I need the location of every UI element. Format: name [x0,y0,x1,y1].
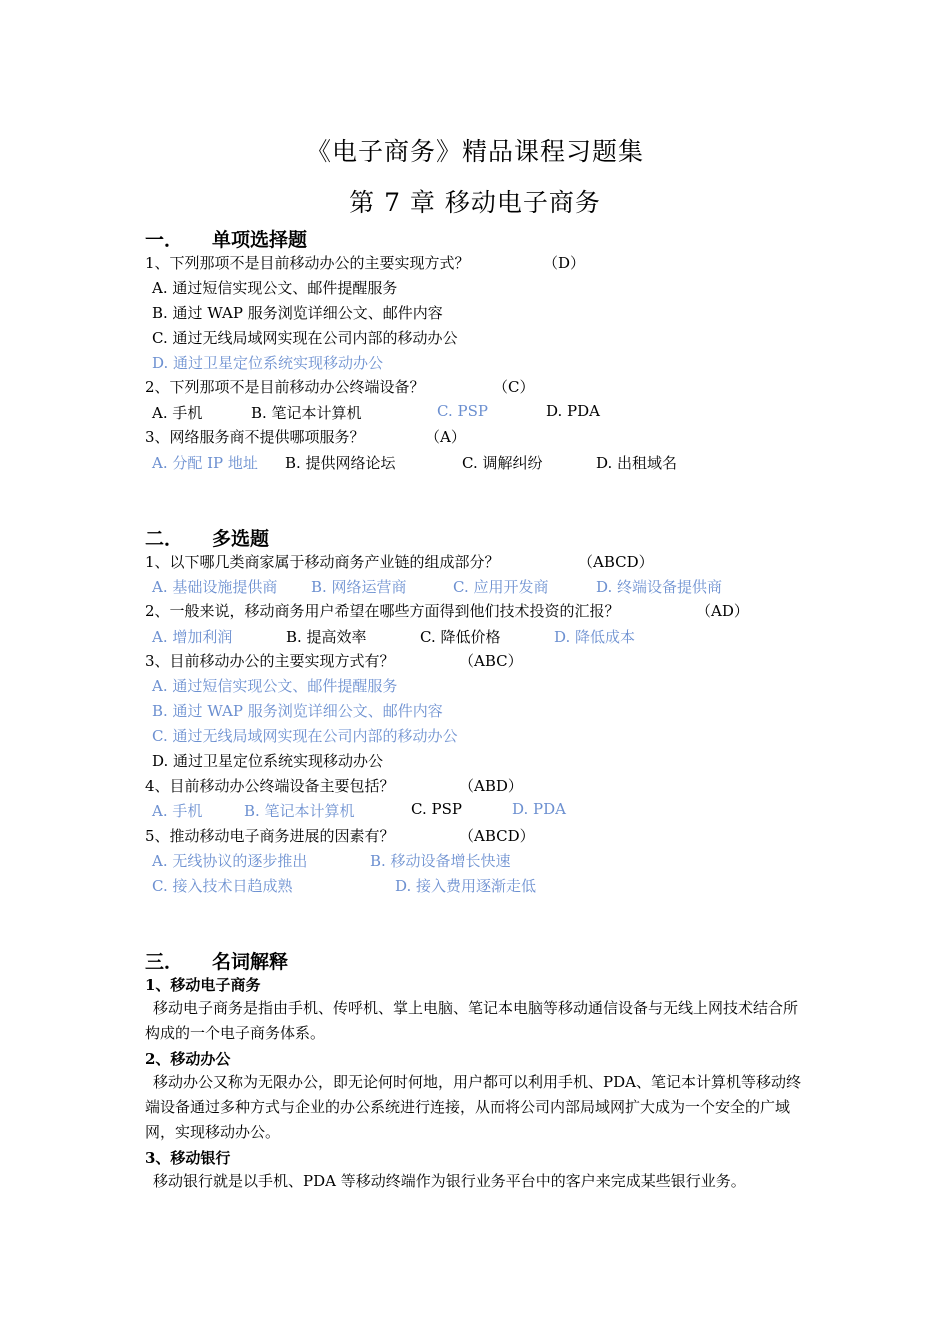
question-answer: （A） [425,428,466,446]
option-b-correct: B. 移动设备增长快速 [370,852,511,870]
term-definition: 移动电子商务是指由手机、传呼机、掌上电脑、笔记本电脑等移动通信设备与无线上网技术结合所构成的一个电子商务体系。 [145,999,799,1042]
question-text: 5、推动移动电子商务进展的因素有？ [145,827,395,845]
option-c-correct: C. 应用开发商 [453,578,549,596]
option-d-correct: D. 通过卫星定位系统实现移动办公 [152,354,384,372]
section-heading-multiple-choice: 二． 多选题 [145,528,270,550]
option-b: B. 通过 WAP 服务浏览详细公文、邮件内容 [152,304,443,322]
question-answer: （ABC） [459,652,523,670]
section-heading-single-choice: 一． 单项选择题 [145,229,308,251]
option-b-correct: B. 笔记本计算机 [244,802,355,820]
option-a-correct: A. 无线协议的逐步推出 [152,852,308,870]
document-title: 《电子商务》精品课程习题集 [305,137,644,166]
term-title: 1、移动电子商务 [145,976,261,994]
option-b-correct: B. 通过 WAP 服务浏览详细公文、邮件内容 [152,702,443,720]
option-a-correct: A. 基础设施提供商 [152,578,278,596]
option-b: B. 提高效率 [286,628,367,646]
option-a: A. 通过短信实现公文、邮件提醒服务 [152,279,398,297]
question-answer: （ABD） [459,777,523,795]
option-d: D. PDA [546,402,600,420]
option-a-correct: A. 增加利润 [152,628,233,646]
option-a: A. 手机 [152,404,203,422]
option-c: C. 降低价格 [420,628,501,646]
option-c-correct: C. 接入技术日趋成熟 [152,877,293,895]
option-a-correct: A. 分配 IP 地址 [152,454,258,472]
option-d-correct: D. 接入费用逐渐走低 [395,877,537,895]
question-text: 3、目前移动办公的主要实现方式有？ [145,652,395,670]
option-d-correct: D. PDA [512,800,566,818]
question-answer: （D） [543,254,586,272]
option-c: C. PSP [411,800,462,818]
chapter-title: 第 7 章 移动电子商务 [349,188,601,217]
option-d: D. 出租域名 [596,454,678,472]
question-text: 1、以下哪几类商家属于移动商务产业链的组成部分？ [145,553,500,571]
question-text: 4、目前移动办公终端设备主要包括？ [145,777,395,795]
question-answer: （AD） [696,602,749,620]
option-c-correct: C. 通过无线局域网实现在公司内部的移动办公 [152,727,458,745]
term-definition: 移动银行就是以手机、PDA 等移动终端作为银行业务平台中的客户来完成某些银行业务。 [153,1172,746,1190]
question-text: 1、下列那项不是目前移动办公的主要实现方式？ [145,254,470,272]
question-text: 2、下列那项不是目前移动办公终端设备？ [145,378,425,396]
term-title: 3、移动银行 [145,1149,231,1167]
option-d-correct: D. 降低成本 [554,628,636,646]
question-answer: （C） [493,378,535,396]
option-d: D. 通过卫星定位系统实现移动办公 [152,752,384,770]
option-b-correct: B. 网络运营商 [311,578,407,596]
term-title: 2、移动办公 [145,1050,231,1068]
question-answer: （ABCD） [459,827,535,845]
section-heading-term-definitions: 三． 名词解释 [145,951,289,973]
option-a-correct: A. 通过短信实现公文、邮件提醒服务 [152,677,398,695]
option-c-correct: C. PSP [437,402,488,420]
question-text: 2、一般来说，移动商务用户希望在哪些方面得到他们技术投资的汇报？ [145,602,620,620]
option-b: B. 笔记本计算机 [251,404,362,422]
option-b: B. 提供网络论坛 [285,454,396,472]
term-definition: 移动办公又称为无限办公，即无论何时何地，用户都可以利用手机、PDA、笔记本计算机等移动终端设备通过多种方式与企业的办公系统进行连接，从而将公司内部局域网扩大成为一个安全的广域网，实现移动办公。 [145,1073,801,1141]
option-c: C. 通过无线局域网实现在公司内部的移动办公 [152,329,458,347]
option-d-correct: D. 终端设备提供商 [596,578,723,596]
option-a-correct: A. 手机 [152,802,203,820]
question-text: 3、网络服务商不提供哪项服务？ [145,428,365,446]
option-c: C. 调解纠纷 [462,454,543,472]
question-answer: （ABCD） [578,553,654,571]
